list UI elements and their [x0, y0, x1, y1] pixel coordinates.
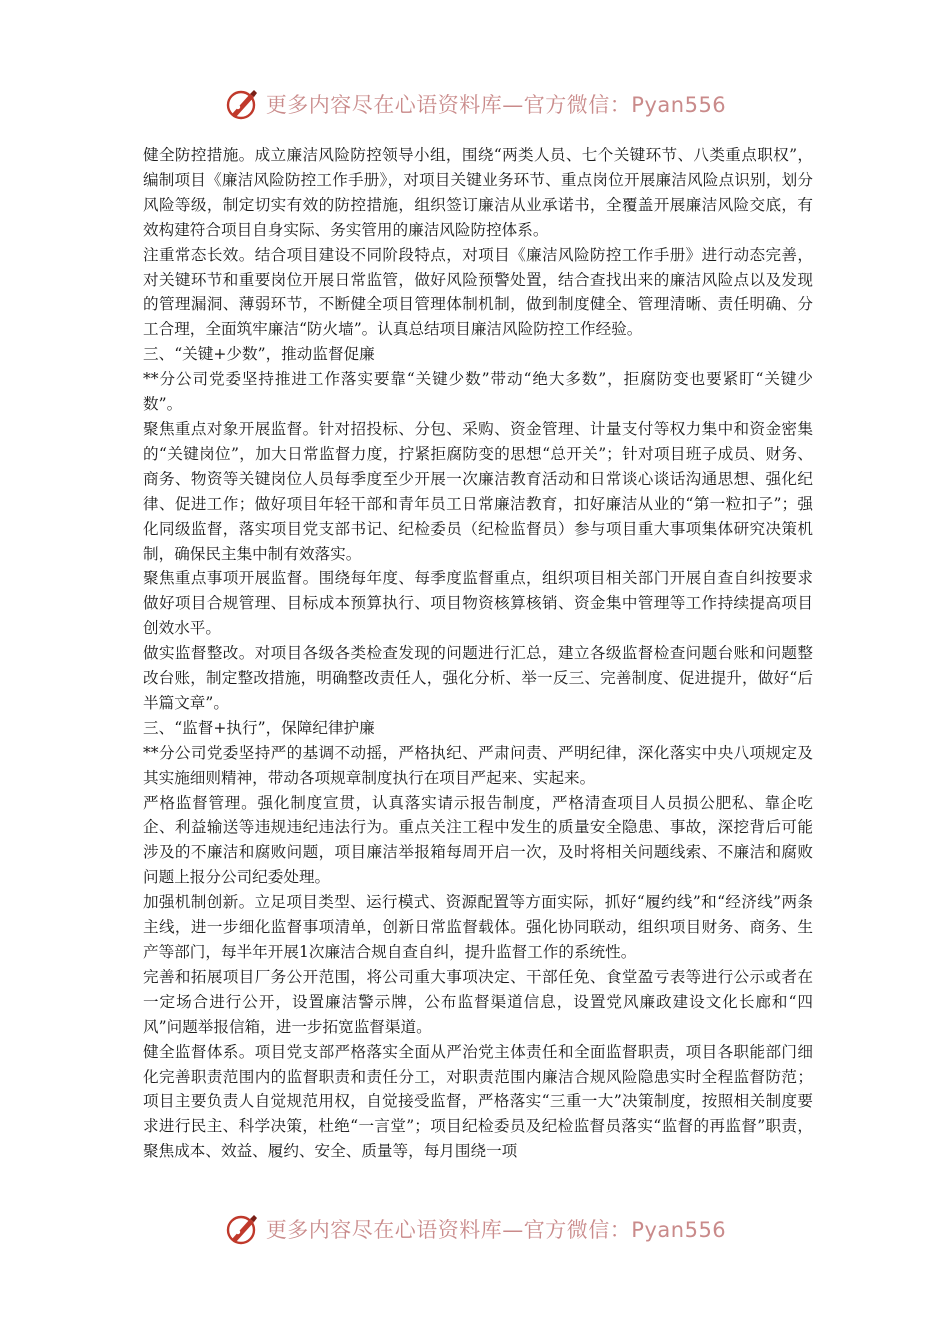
paragraph: 做实监督整改。对项目各级各类检查发现的问题进行汇总，建立各级监督检查问题台账和问题整改台账，制定整改措施，明确整改责任人，强化分析、举一反三、完善制度、促进提升，做好“后半篇文章”。 [143, 644, 813, 712]
banner-text: 更多内容尽在心语资料库—官方微信：Pyan556 [265, 1218, 727, 1242]
paragraph: 加强机制创新。立足项目类型、运行模式、资源配置等方面实际，抓好“履约线”和“经济线”两条主线，进一步细化监督事项清单，创新日常监督载体。强化协同联动，组织项目财务、商务、生产等部门，每半年开展1次廉洁合规自查自纠，提升监督工作的系统性。 [143, 893, 813, 961]
header-banner [0, 82, 950, 126]
section-heading: 三、“监督+执行”，保障纪律护廉 [143, 718, 375, 737]
paragraph: 注重常态长效。结合项目建设不同阶段特点，对项目《廉洁风险防控工作手册》进行动态完善，对关键环节和重要岗位开展日常监管，做好风险预警处置，结合查找出来的廉洁风险点以及发现的管理漏洞、薄弱环节，不断健全项目管理体制机制，做到制度健全、管理清晰、责任明确、分工合理，全面筑牢廉洁“防火墙”。认真总结项目廉洁风险防控工作经验。 [143, 245, 813, 339]
paragraph: 健全监督体系。项目党支部严格落实全面从严治党主体责任和全面监督职责，项目各职能部门细化完善职责范围内的监督职责和责任分工，对职责范围内廉洁合规风险隐患实时全程监督防范；项目主要负责人自觉规范用权，自觉接受监督，严格落实“三重一大”决策制度，按照相关制度要求进行民主、科学决策，杜绝“一言堂”；项目纪检委员及纪检监督员落实“监督的再监督”职责，聚焦成本、效益、履约、安全、质量等，每月围绕一项 [143, 1042, 813, 1161]
paragraph: **分公司党委坚持推进工作落实要靠“关键少数”带动“绝大多数”，拒腐防变也要紧盯“关键少数”。 [143, 370, 813, 414]
pen-logo-icon [224, 86, 260, 122]
paragraph: 健全防控措施。成立廉洁风险防控领导小组，围绕“两类人员、七个关键环节、八类重点职权”，编制项目《廉洁风险防控工作手册》，对项目关键业务环节、重点岗位开展廉洁风险点识别，划分风险等级，制定切实有效的防控措施，组织签订廉洁从业承诺书，全覆盖开展廉洁风险交底，有效构建符合项目自身实际、务实管用的廉洁风险防控体系。 [143, 146, 813, 239]
paragraph: **分公司党委坚持严的基调不动摇，严格执纪、严肃问责、严明纪律，深化落实中央八项规定及其实施细则精神，带动各项规章制度执行在项目严起来、实起来。 [143, 743, 813, 787]
pen-logo-icon [224, 1211, 260, 1247]
paragraph: 聚焦重点对象开展监督。针对招投标、分包、采购、资金管理、计量支付等权力集中和资金密集的“关键岗位”，加大日常监督力度，拧紧拒腐防变的思想“总开关”；针对项目班子成员、财务、商务、物资等关键岗位人员每季度至少开展一次廉洁教育活动和日常谈心谈话沟通思想、强化纪律、促进工作；做好项目年轻干部和青年员工日常廉洁教育，扣好廉洁从业的“第一粒扣子”；强化同级监督，落实项目党支部书记、纪检委员（纪检监督员）参与项目重大事项集体研究决策机制，确保民主集中制有效落实。 [143, 419, 813, 563]
banner-text: 更多内容尽在心语资料库—官方微信：Pyan556 [265, 93, 727, 117]
paragraph: 聚焦重点事项开展监督。围绕每年度、每季度监督重点，组织项目相关部门开展自查自纠按要求做好项目合规管理、目标成本预算执行、项目物资核算核销、资金集中管理等工作持续提高项目创效水平。 [143, 569, 813, 638]
footer-banner [0, 1207, 950, 1251]
document-body [143, 143, 813, 1164]
paragraph: 严格监督管理。强化制度宣贯，认真落实请示报告制度，严格清查项目人员损公肥私、靠企吃企、利益输送等违规违纪违法行为。重点关注工程中发生的质量安全隐患、事故，深挖背后可能涉及的不廉洁和腐败问题，项目廉洁举报箱每周开启一次，及时将相关问题线索、不廉洁和腐败问题上报分公司纪委处理。 [143, 793, 813, 887]
section-heading: 三、“关键+少数”，推动监督促廉 [143, 345, 375, 364]
paragraph: 完善和拓展项目厂务公开范围，将公司重大事项决定、干部任免、食堂盈亏表等进行公示或者在一定场合进行公开，设置廉洁警示牌，公布监督渠道信息，设置党风廉政建设文化长廊和“四风”问题举报信箱，进一步拓宽监督渠道。 [143, 967, 813, 1036]
